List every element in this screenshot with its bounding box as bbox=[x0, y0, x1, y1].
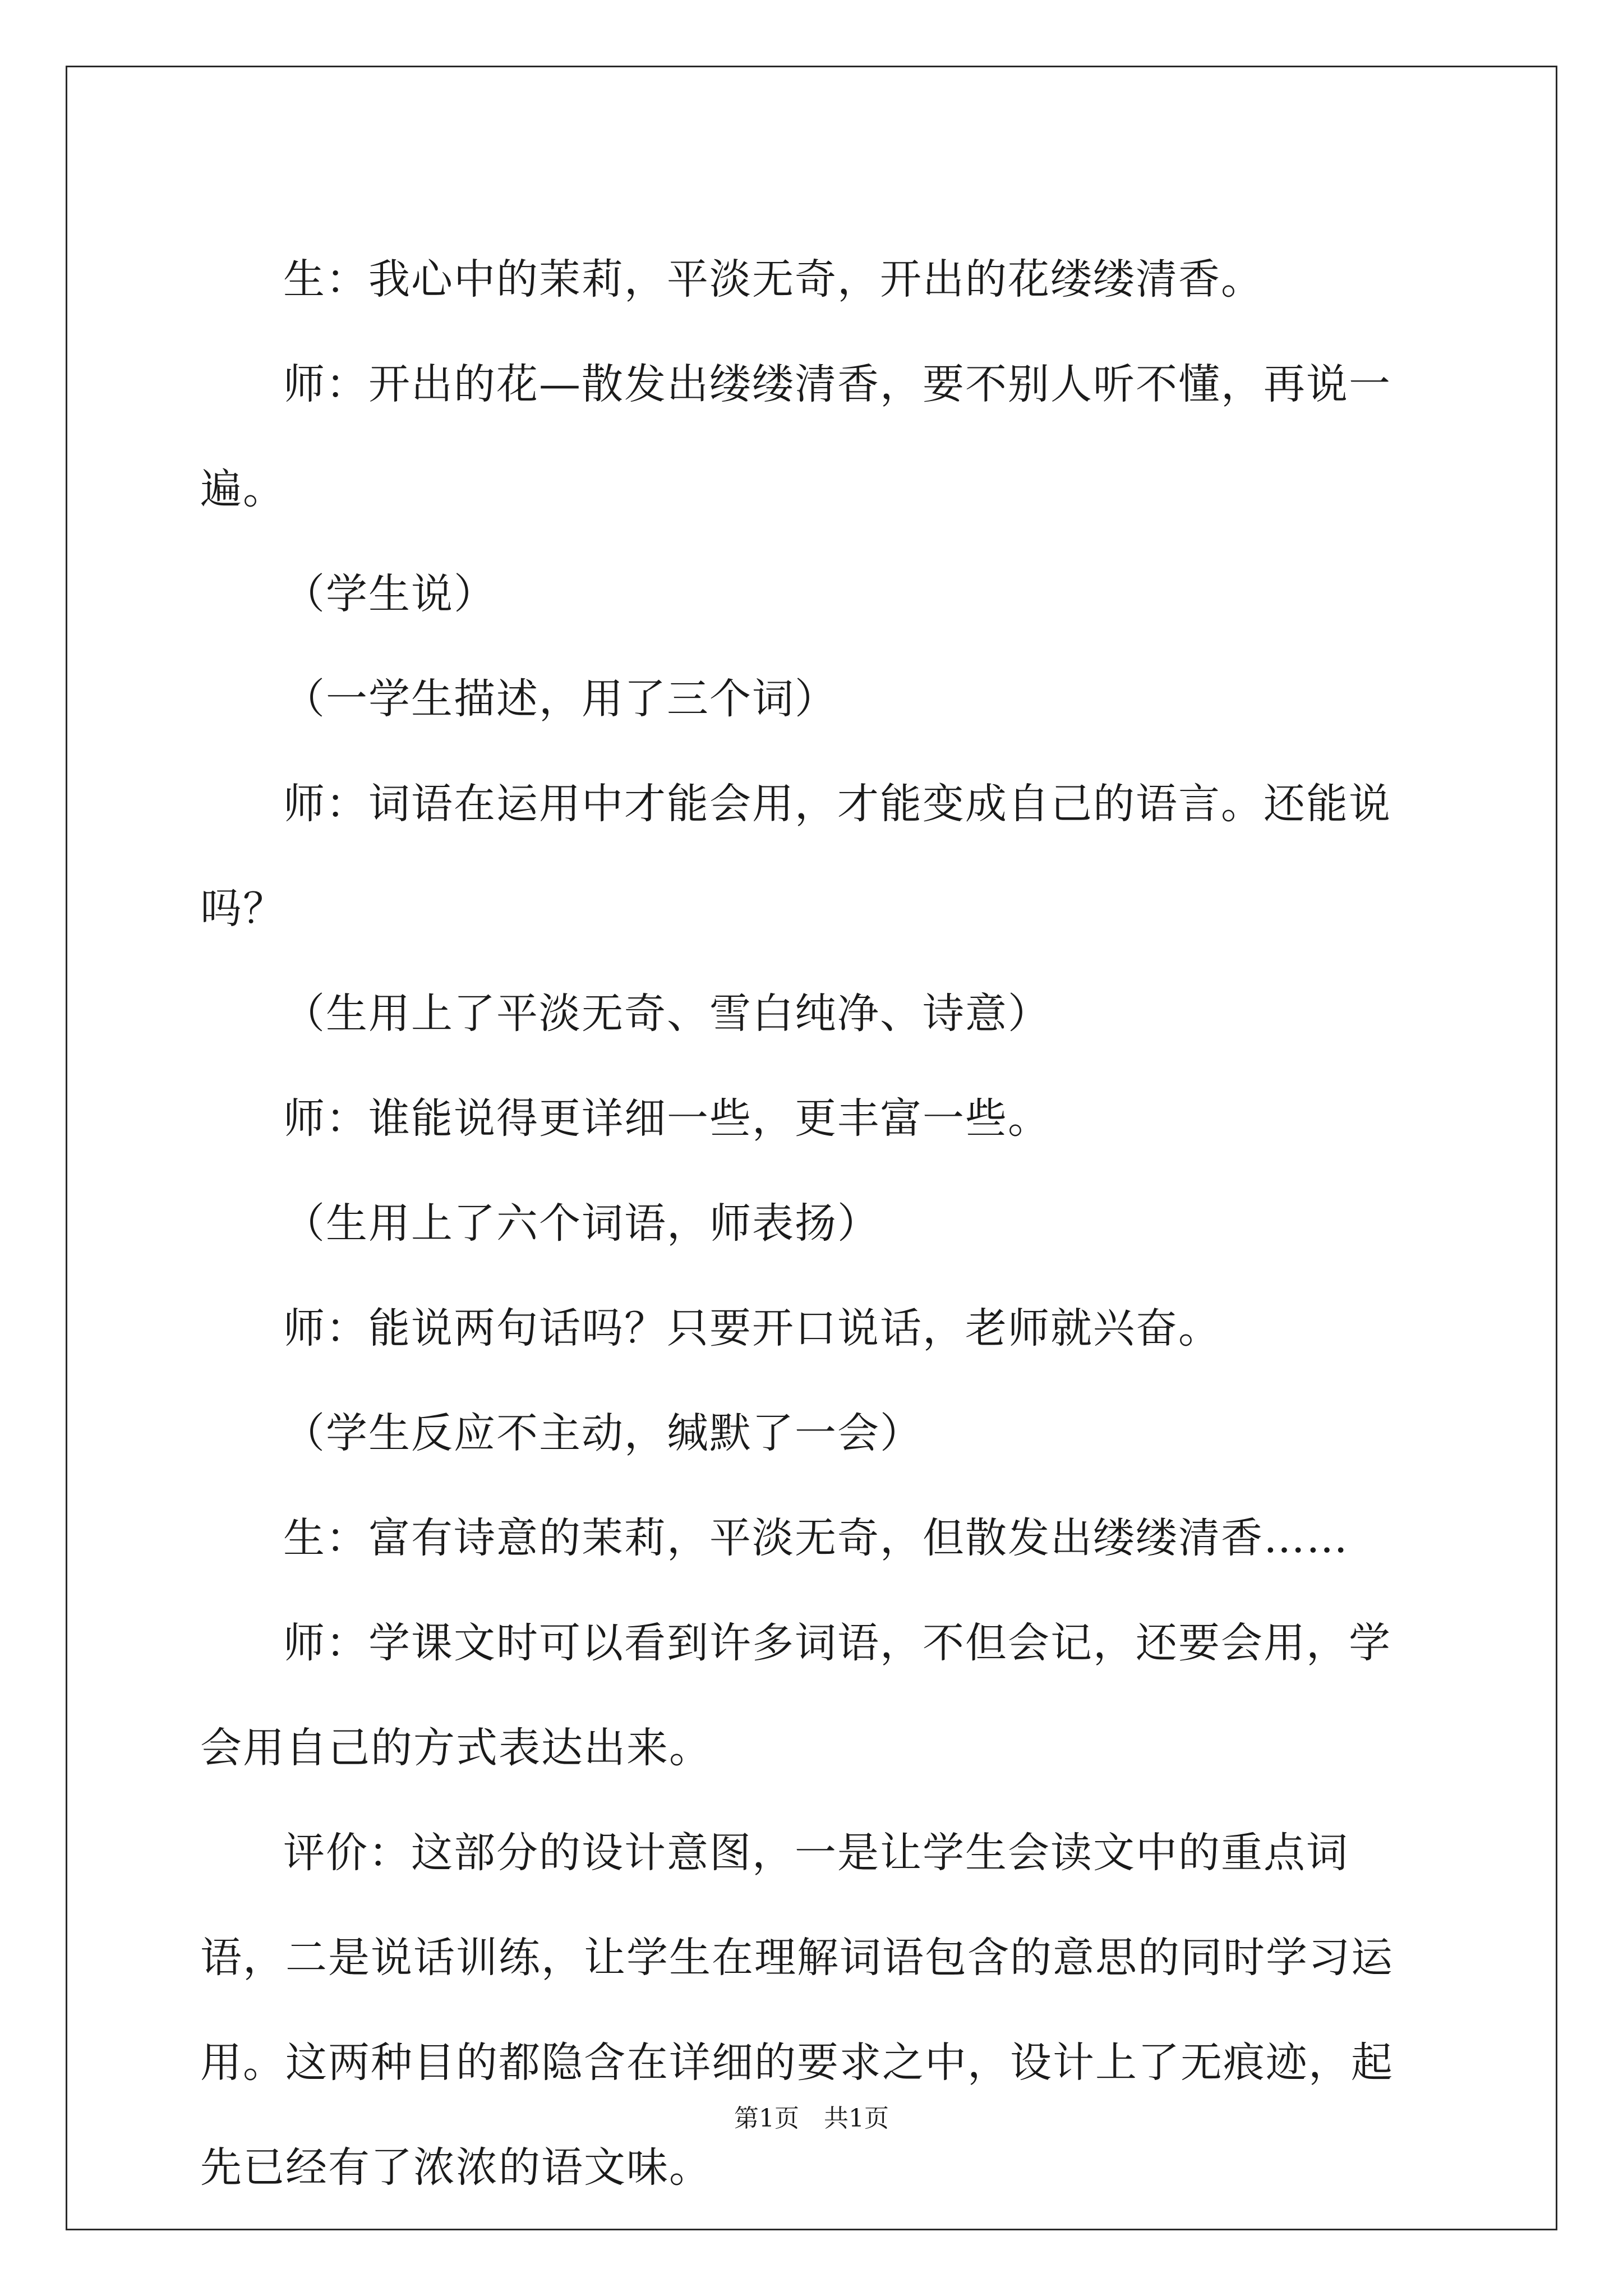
page-number: 第1页 bbox=[734, 2104, 799, 2133]
paragraph: 师：谁能说得更详细一些，更丰富一些。 bbox=[283, 1094, 1050, 1143]
paragraph: 师：词语在运用中才能会用，才能变成自己的语言。还能说吗？ bbox=[200, 780, 1391, 933]
page-footer bbox=[0, 2098, 1623, 2134]
paragraph: （一学生描述，用了三个词） bbox=[283, 675, 837, 723]
paragraph: 生：我心中的茉莉，平淡无奇，开出的花缕缕清香。 bbox=[283, 255, 1264, 303]
paragraph: （学生说） bbox=[283, 570, 496, 618]
page-total: 共1页 bbox=[824, 2104, 889, 2133]
paragraph: 评价：这部分的设计意图，一是让学生会读文中的重点词语，二是说话训练，让学生在理解词语包含的意思的同时学习运用。这两种目的都隐含在详细的要求之中，设计上了无痕迹，起先已经有了浓浓的语文味。 bbox=[200, 1829, 1394, 2192]
paragraph: （生用上了平淡无奇、雪白纯净、诗意） bbox=[283, 990, 1050, 1038]
paragraph: （学生反应不主动，缄默了一会） bbox=[283, 1409, 923, 1457]
paragraph: 师：开出的花—散发出缕缕清香，要不别人听不懂，再说一遍。 bbox=[200, 360, 1391, 513]
paragraph: 生：富有诗意的茉莉，平淡无奇，但散发出缕缕清香…… bbox=[283, 1514, 1349, 1562]
paragraph: （生用上了六个词语，师表扬） bbox=[283, 1199, 880, 1248]
paragraph: 师：能说两句话吗？只要开口说话，老师就兴奋。 bbox=[283, 1304, 1221, 1352]
paragraph: 师：学课文时可以看到许多词语，不但会记，还要会用，学会用自己的方式表达出来。 bbox=[200, 1619, 1391, 1772]
document-body bbox=[200, 227, 1423, 2220]
